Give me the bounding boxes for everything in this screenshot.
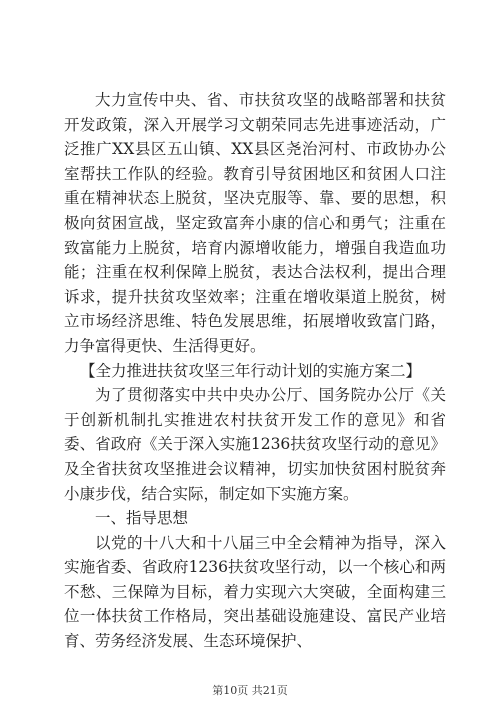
page-number-footer: 第10页 共21页 [212,684,288,697]
body-paragraph: 为了贯彻落实中共中央办公厅、国务院办公厅《关于创新机制扎实推进农村扶贫开发工作的意见》和省委、省政府《关于深入实施1236扶贫攻坚行动的意见》及全省扶贫攻坚推进会议精神，切实加快贫困村脱贫奔小康步伐，结合实际，制定如下实施方案。 [64,386,446,503]
body-paragraph: 以党的十八大和十八届三中全会精神为指导，深入实施省委、省政府1236扶贫攻坚行动，以一个核心和两不愁、三保障为目标，着力实现六大突破，全面构建三位一体扶贫工作格局，突出基础设施建设、富民产业培育、劳务经济发展、生态环境保护、 [64,533,446,651]
document-body [64,88,446,654]
section-heading: 一、指导思想 [95,509,189,528]
section-title: 【全力推进扶贫攻坚三年行动计划的实施方案二】 [80,361,422,380]
body-paragraph: 大力宣传中央、省、市扶贫攻坚的战略部署和扶贫开发政策，深入开展学习文朝荣同志先进事迹活动，广泛推广XX县区五山镇、XX县区尧治河村、市政协办公室帮扶工作队的经验。教育引导贫困地区和贫困人口注重在精神状态上脱贫，坚决克服等、靠、要的思想，积极向贫困宣战，坚定致富奔小康的信心和勇气；注重在致富能力上脱贫，培育内源增收能力，增强自我造血功能；注重在权利保障上脱贫，表达合法权利，提出合理诉求，提升扶贫攻坚效率；注重在增收渠道上脱贫，树立市场经济思维、特色发展思维，拓展增收致富门路，力争富得更快、生活得更好。 [64,91,446,355]
